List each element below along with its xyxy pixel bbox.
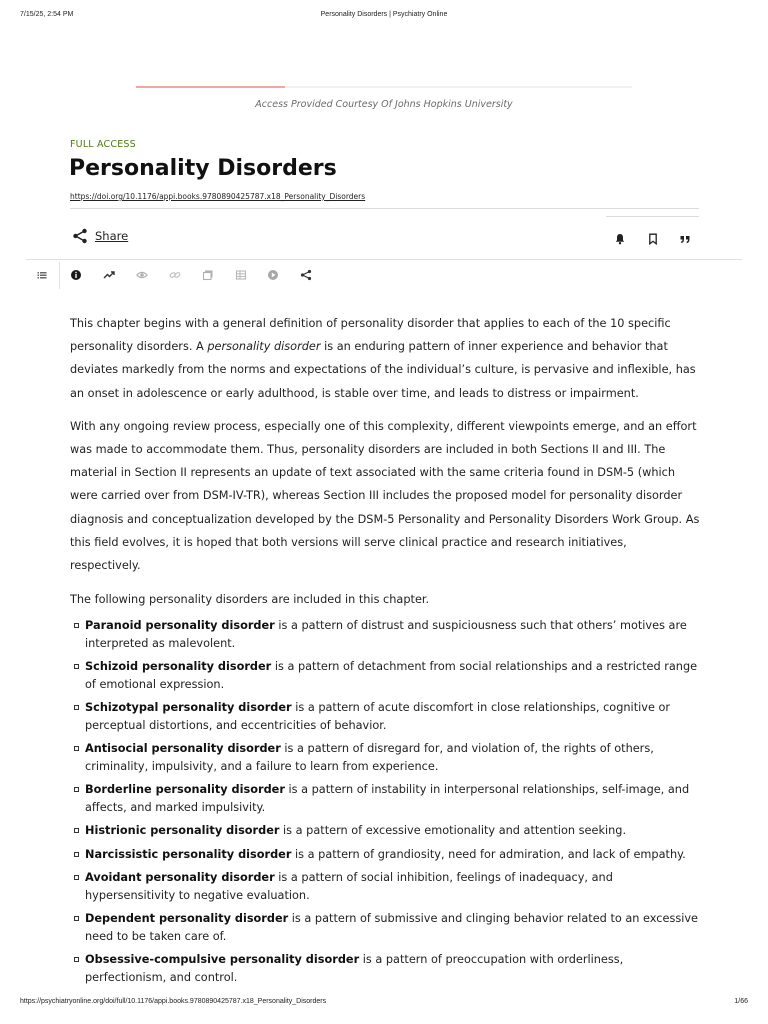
page-title: Personality Disorders (69, 156, 337, 181)
access-badge: FULL ACCESS (70, 139, 136, 150)
print-datetime: 7/15/25, 2:54 PM (20, 11, 74, 18)
toolbar-separator (59, 262, 60, 289)
list-item: Borderline personality disorder is a pattern of instability in interpersonal relationships, self-image, and affects, and marked impulsivity. (70, 781, 700, 816)
list-item: Obsessive-compulsive personality disorder is a pattern of preoccupation with orderliness, perfectionism, and control. (70, 951, 700, 986)
intro-paragraph: This chapter begins with a general definition of personality disorder that applies to each of the 10 specific personality disorders. A personality disorder is an enduring pattern of inner experience and behavior that deviates markedly from the norms and expectations of the individual’s culture, is pervasive and inflexible, has an onset in adolescence or early adulthood, is stable over time, and leads to distress or impairment. (70, 317, 696, 400)
print-page-title: Personality Disorders | Psychiatry Online (320, 11, 448, 18)
reading-progress-fill (136, 86, 285, 88)
article-body (70, 312, 700, 992)
list-item: Avoidant personality disorder is a pattern of social inhibition, feelings of inadequacy, and hypersensitivity to negative evaluation. (70, 869, 700, 904)
bullet-icon (74, 787, 79, 792)
bullet-icon (74, 875, 79, 880)
share-icon (72, 228, 88, 244)
info-icon[interactable] (69, 268, 83, 282)
bullet-icon (74, 916, 79, 921)
bell-icon[interactable] (612, 231, 628, 247)
bullet-icon (74, 746, 79, 751)
doi-link[interactable]: https://doi.org/10.1176/appi.books.9780890425787.x18_Personality_Disorders (70, 192, 366, 201)
trend-icon[interactable] (102, 268, 116, 282)
print-page-number: 1/66 (734, 998, 748, 1005)
reading-progress-bar (136, 86, 632, 88)
link-icon[interactable] (168, 268, 182, 282)
review-paragraph: With any ongoing review process, especially one of this complexity, different viewpoints emerge, and an effort was made to accommodate them. Thus, personality disorders are included in both Sections II and III. The material in Section II represents an update of text associated with the same criteria found in DSM-5 (which were carried over from DSM-IV-TR), whereas Section III includes the proposed model for personality disorder diagnosis and conceptualization developed by the DSM-5 Personality and Personality Disorders Work Group. As this field evolves, it is hoped that both versions will serve clinical practice and research initiatives, respectively. (70, 419, 700, 573)
bullet-icon (74, 623, 79, 628)
print-footer (20, 998, 748, 1010)
print-header (20, 11, 748, 23)
list-intro: The following personality disorders are included in this chapter. (70, 593, 430, 607)
list-item: Narcissistic personality disorder is a pattern of grandiosity, need for admiration, and lack of empathy. (70, 846, 700, 864)
access-note: Access Provided Courtesy Of Johns Hopkins University (255, 99, 513, 110)
list-item: Paranoid personality disorder is a pattern of distrust and suspiciousness such that others’ motives are interpreted as malevolent. (70, 617, 700, 652)
eye-icon[interactable] (135, 268, 149, 282)
share-icon[interactable] (299, 268, 313, 282)
bullet-icon (74, 705, 79, 710)
divider (606, 216, 699, 217)
disorder-list (70, 617, 700, 986)
print-url: https://psychiatryonline.org/doi/full/10.1176/appi.books.9780890425787.x18_Personality_Disorders (20, 998, 327, 1005)
bullet-icon (74, 852, 79, 857)
list-item: Dependent personality disorder is a pattern of submissive and clinging behavior related to an excessive need to be taken care of. (70, 910, 700, 945)
share-button[interactable] (72, 227, 128, 245)
bullet-icon (74, 664, 79, 669)
table-icon[interactable] (234, 268, 248, 282)
play-icon[interactable] (266, 268, 280, 282)
article-actions (612, 231, 710, 247)
list-item: Antisocial personality disorder is a pattern of disregard for, and violation of, the rights of others, criminality, impulsivity, and a failure to learn from experience. (70, 740, 700, 775)
images-icon[interactable] (201, 268, 215, 282)
list-icon[interactable] (35, 268, 49, 282)
list-item: Schizoid personality disorder is a pattern of detachment from social relationships and a restricted range of emotional expression. (70, 658, 700, 693)
article-toolbar (26, 259, 742, 260)
bullet-icon (74, 957, 79, 962)
divider (70, 208, 699, 209)
bullet-icon (74, 828, 79, 833)
list-item: Histrionic personality disorder is a pattern of excessive emotionality and attention seeking. (70, 822, 700, 840)
quote-icon[interactable] (677, 231, 693, 247)
share-label: Share (95, 229, 129, 243)
bookmark-icon[interactable] (645, 231, 661, 247)
list-item: Schizotypal personality disorder is a pattern of acute discomfort in close relationships, cognitive or perceptual distortions, and eccentricities of behavior. (70, 699, 700, 734)
